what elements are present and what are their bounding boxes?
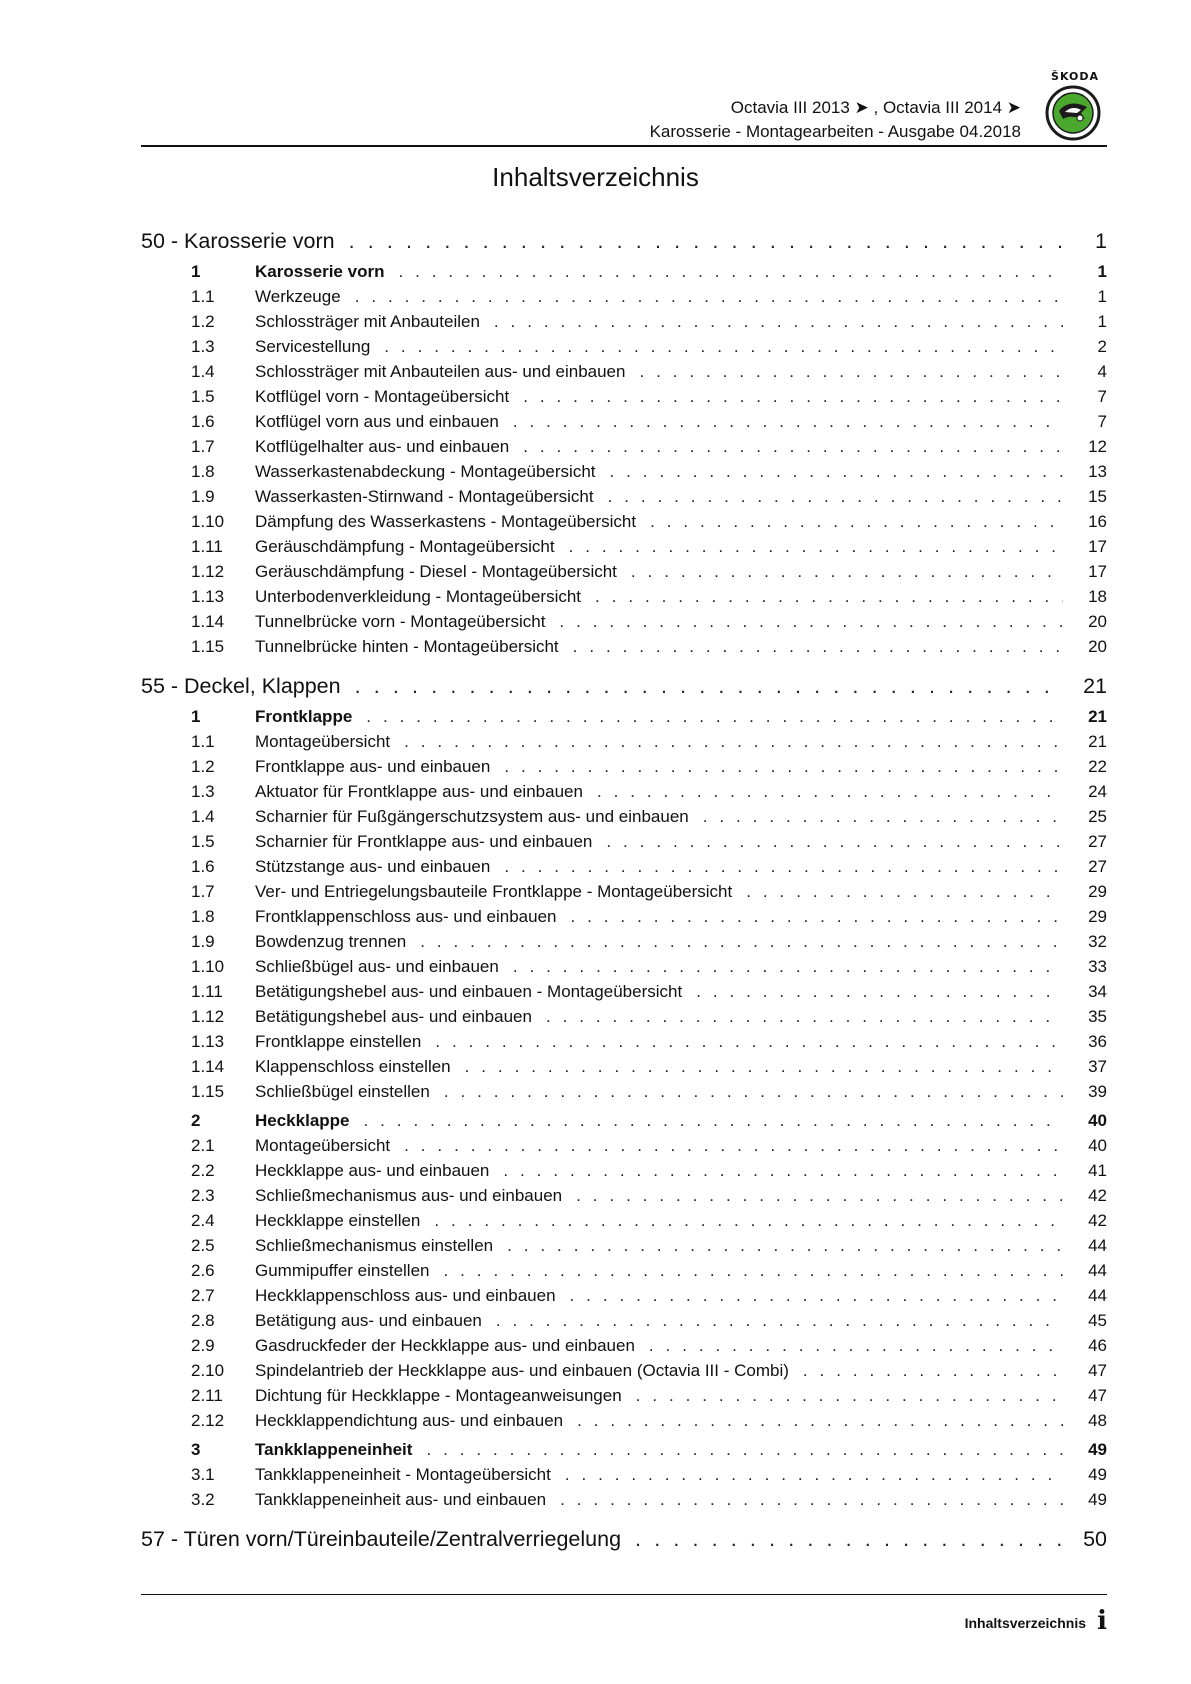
toc-entry-number: 2.10 <box>191 1361 225 1380</box>
toc-entry[interactable] <box>141 879 1107 904</box>
page-number: 34 <box>1088 982 1107 1001</box>
toc-entry-number: 2.7 <box>191 1286 215 1305</box>
toc-entry-label: Betätigungshebel aus- und einbauen <box>255 1007 532 1026</box>
dot-leader <box>570 904 1063 929</box>
page-number: 16 <box>1088 512 1107 531</box>
page-number: 29 <box>1088 907 1107 926</box>
toc-entry[interactable] <box>141 729 1107 754</box>
toc-entry[interactable] <box>141 929 1107 954</box>
toc-entry-number: 1.12 <box>191 562 225 581</box>
dot-leader <box>523 384 1063 409</box>
page-number: 49 <box>1088 1440 1107 1459</box>
toc-entry[interactable] <box>141 829 1107 854</box>
header-subtitle: Karosserie - Montagearbeiten - Ausgabe 04.2018 <box>649 122 1021 141</box>
toc-entry-label: Schlossträger mit Anbauteilen <box>255 312 480 331</box>
page-number: 36 <box>1088 1032 1107 1051</box>
toc-entry-label: Frontklappe einstellen <box>255 1032 422 1051</box>
toc-entry[interactable] <box>141 459 1107 484</box>
toc-entry[interactable] <box>141 979 1107 1004</box>
toc-entry-number: 1.10 <box>191 957 225 976</box>
page-number: 35 <box>1088 1007 1107 1026</box>
toc-entry[interactable] <box>141 1408 1107 1433</box>
toc-section[interactable] <box>141 1437 1107 1462</box>
page-number: 46 <box>1088 1336 1107 1355</box>
toc-entry-number: 1.5 <box>191 832 215 851</box>
page-number: 2 <box>1097 337 1107 356</box>
page-number: 37 <box>1088 1057 1107 1076</box>
toc-section-label: Frontklappe <box>255 707 353 726</box>
toc-entry-label: Tunnelbrücke vorn - Montageübersicht <box>255 612 546 631</box>
toc-section[interactable] <box>141 259 1107 284</box>
dot-leader <box>576 1183 1063 1208</box>
page-number: 50 <box>1083 1527 1107 1551</box>
toc-entry-number: 1.15 <box>191 637 225 656</box>
toc-entry-number: 1.7 <box>191 437 215 456</box>
page-number: 49 <box>1088 1465 1107 1484</box>
toc-entry-number: 1.15 <box>191 1082 225 1101</box>
page-number: 47 <box>1088 1361 1107 1380</box>
toc-entry-number: 2.5 <box>191 1236 215 1255</box>
toc-entry-number: 2.3 <box>191 1186 215 1205</box>
dot-leader <box>420 929 1063 954</box>
chapter-number: 57 <box>141 1527 165 1551</box>
chapter-title <box>141 228 335 255</box>
dot-leader <box>649 1333 1063 1358</box>
toc-entry-label: Bowdenzug trennen <box>255 932 407 951</box>
toc-entry[interactable] <box>141 1004 1107 1029</box>
toc-entry-label: Stützstange aus- und einbauen <box>255 857 491 876</box>
page-number: 27 <box>1088 857 1107 876</box>
toc-entry-label: Schließbügel einstellen <box>255 1082 430 1101</box>
page-number: 13 <box>1088 462 1107 481</box>
dot-leader <box>546 1004 1063 1029</box>
toc-entry-label: Wasserkasten-Stirnwand - Montageübersicht <box>255 487 594 506</box>
dot-leader <box>444 1258 1064 1283</box>
page-number: 12 <box>1088 437 1107 456</box>
toc-entry[interactable] <box>141 954 1107 979</box>
toc-section-label: Karosserie vorn <box>255 262 385 281</box>
page-number: 17 <box>1088 537 1107 556</box>
dot-leader <box>570 1283 1063 1308</box>
page-number: 17 <box>1088 562 1107 581</box>
toc-entry-label: Unterbodenverkleidung - Montageübersicht <box>255 587 582 606</box>
footer-rule <box>141 1594 1107 1595</box>
toc-section-number: 1 <box>191 262 201 281</box>
toc-entry[interactable] <box>141 1487 1107 1512</box>
page-number: 1 <box>1097 262 1107 281</box>
toc-entry-number: 2.12 <box>191 1411 225 1430</box>
page-number: 49 <box>1088 1490 1107 1509</box>
chapter-separator: - <box>164 229 185 253</box>
dot-leader <box>507 1233 1063 1258</box>
dot-leader <box>631 559 1063 584</box>
toc-entry[interactable] <box>141 1029 1107 1054</box>
chapter-separator: - <box>164 1527 184 1551</box>
page-header <box>141 68 1107 144</box>
toc-entry-number: 1.2 <box>191 757 215 776</box>
toc-entry-label: Heckklappendichtung aus- und einbauen <box>255 1411 564 1430</box>
chapter-label: Deckel, Klappen <box>184 674 341 698</box>
chapter-number: 55 <box>141 674 165 698</box>
chapter-number: 50 <box>141 229 165 253</box>
toc-entry-number: 2.9 <box>191 1336 215 1355</box>
toc-entry-label: Aktuator für Frontklappe aus- und einbauen <box>255 782 583 801</box>
page-number: 32 <box>1088 932 1107 951</box>
page-number: 29 <box>1088 882 1107 901</box>
toc-entry-label: Geräuschdämpfung - Montageübersicht <box>255 537 555 556</box>
toc-entry-number: 1.5 <box>191 387 215 406</box>
toc-entry[interactable] <box>141 334 1107 359</box>
dot-leader <box>746 879 1063 904</box>
toc-entry-label: Werkzeuge <box>255 287 341 306</box>
page-number: 1 <box>1097 287 1107 306</box>
dot-leader <box>606 829 1063 854</box>
page-number: 41 <box>1088 1161 1107 1180</box>
dot-leader <box>366 704 1063 729</box>
page-number: 42 <box>1088 1186 1107 1205</box>
toc-entry-number: 1.13 <box>191 1032 225 1051</box>
page-number: 39 <box>1088 1082 1107 1101</box>
toc-chapter[interactable] <box>141 228 1107 255</box>
dot-leader <box>513 409 1063 434</box>
page-title: Inhaltsverzeichnis <box>492 162 699 192</box>
toc-entry-label: Tunnelbrücke hinten - Montageübersicht <box>255 637 559 656</box>
toc-entry-number: 1.12 <box>191 1007 225 1026</box>
dot-leader <box>504 754 1063 779</box>
toc-entry[interactable] <box>141 534 1107 559</box>
toc-entry-label: Ver- und Entriegelungsbauteile Frontklappe - Montageübersicht <box>255 882 733 901</box>
toc-entry[interactable] <box>141 1283 1107 1308</box>
page-number: 40 <box>1088 1136 1107 1155</box>
chapter-title <box>141 1526 621 1553</box>
toc-entry-label: Montageübersicht <box>255 732 391 751</box>
toc-entry-number: 1.2 <box>191 312 215 331</box>
toc-entry-number: 1.11 <box>191 537 223 556</box>
toc-entry-number: 2.2 <box>191 1161 215 1180</box>
page-number: 21 <box>1088 732 1107 751</box>
toc-entry-label: Frontklappe aus- und einbauen <box>255 757 491 776</box>
toc-chapter[interactable] <box>141 673 1107 700</box>
toc-entry[interactable] <box>141 484 1107 509</box>
toc-entry-number: 2.8 <box>191 1311 215 1330</box>
toc-section-number: 3 <box>191 1440 201 1459</box>
dot-leader <box>404 1133 1063 1158</box>
toc-entry-number: 1.13 <box>191 587 225 606</box>
toc-entry-label: Kotflügel vorn aus und einbauen <box>255 412 499 431</box>
dot-leader <box>610 459 1064 484</box>
chapter-label: Karosserie vorn <box>184 229 335 253</box>
toc-entry[interactable] <box>141 779 1107 804</box>
toc-entry[interactable] <box>141 384 1107 409</box>
chapter-label: Türen vorn/Türeinbauteile/Zentralverriegelung <box>183 1527 622 1551</box>
toc-entry-label: Dichtung für Heckklappe - Montageanweisungen <box>255 1386 622 1405</box>
dot-leader <box>696 979 1063 1004</box>
toc-entry[interactable] <box>141 754 1107 779</box>
toc-entry[interactable] <box>141 434 1107 459</box>
toc-entry-label: Wasserkastenabdeckung - Montageübersicht <box>255 462 596 481</box>
dot-leader <box>513 954 1063 979</box>
page-number: 18 <box>1088 587 1107 606</box>
dot-leader <box>355 673 1063 700</box>
dot-leader <box>404 729 1063 754</box>
toc-entry-number: 3.2 <box>191 1490 215 1509</box>
toc-entry-label: Gasdruckfeder der Heckklappe aus- und einbauen <box>255 1336 635 1355</box>
toc-section[interactable] <box>141 1108 1107 1133</box>
toc-entry[interactable] <box>141 1079 1107 1104</box>
toc-entry-number: 1.7 <box>191 882 215 901</box>
page-number: 1 <box>1095 229 1107 253</box>
dot-leader <box>803 1358 1063 1383</box>
page-number: 21 <box>1083 674 1107 698</box>
dot-leader <box>639 359 1063 384</box>
skoda-logo-icon <box>1045 85 1101 141</box>
page-number: 15 <box>1088 487 1107 506</box>
dot-leader <box>565 1462 1063 1487</box>
toc-entry-label: Tankklappeneinheit - Montageübersicht <box>255 1465 551 1484</box>
dot-leader <box>426 1437 1063 1462</box>
toc-entry-number: 3.1 <box>191 1465 215 1484</box>
toc-entry-number: 1.1 <box>191 287 215 306</box>
dot-leader <box>444 1079 1063 1104</box>
toc-entry-number: 2.1 <box>191 1136 215 1155</box>
page-number: 27 <box>1088 832 1107 851</box>
toc-entry-label: Schließmechanismus aus- und einbauen <box>255 1186 563 1205</box>
dot-leader <box>503 1158 1063 1183</box>
page-number: 40 <box>1088 1111 1107 1130</box>
toc-entry-label: Kotflügelhalter aus- und einbauen <box>255 437 510 456</box>
toc-chapter[interactable] <box>141 1526 1107 1553</box>
toc-entry-number: 1.10 <box>191 512 225 531</box>
page-number: 1 <box>1097 312 1107 331</box>
page-number: 44 <box>1088 1236 1107 1255</box>
dot-leader <box>703 804 1063 829</box>
toc-entry-number: 1.4 <box>191 807 215 826</box>
dot-leader <box>636 1383 1063 1408</box>
toc-entry[interactable] <box>141 1383 1107 1408</box>
page-number: 25 <box>1088 807 1107 826</box>
dot-leader <box>650 509 1063 534</box>
dot-leader <box>435 1029 1063 1054</box>
toc-entry[interactable] <box>141 1462 1107 1487</box>
page-number: 21 <box>1088 707 1107 726</box>
toc-section-number: 2 <box>191 1111 201 1130</box>
toc-entry[interactable] <box>141 904 1107 929</box>
toc-entry-number: 1.8 <box>191 462 215 481</box>
footer-label: Inhaltsverzeichnis <box>964 1615 1086 1631</box>
toc-entry-label: Klappenschloss einstellen <box>255 1057 451 1076</box>
dot-leader <box>597 779 1063 804</box>
header-models: Octavia III 2013 ➤ , Octavia III 2014 ➤ <box>730 98 1021 117</box>
page-number: 20 <box>1088 637 1107 656</box>
chapter-title <box>141 673 341 700</box>
toc-entry[interactable] <box>141 634 1107 659</box>
toc-entry-label: Montageübersicht <box>255 1136 391 1155</box>
dot-leader <box>384 334 1063 359</box>
toc-entry-label: Dämpfung des Wasserkastens - Montageübersicht <box>255 512 637 531</box>
toc-entry[interactable] <box>141 284 1107 309</box>
toc-entry[interactable] <box>141 1233 1107 1258</box>
toc-entry-label: Schließmechanismus einstellen <box>255 1236 494 1255</box>
toc-entry[interactable] <box>141 1358 1107 1383</box>
toc-entry-number: 1.3 <box>191 782 215 801</box>
toc-entry[interactable] <box>141 1308 1107 1333</box>
toc-entry[interactable] <box>141 584 1107 609</box>
page-number: 45 <box>1088 1311 1107 1330</box>
toc-entry-number: 1.3 <box>191 337 215 356</box>
toc-entry-label: Schließbügel aus- und einbauen <box>255 957 499 976</box>
toc-entry[interactable] <box>141 609 1107 634</box>
toc-entry-number: 1.1 <box>191 732 215 751</box>
toc-entry-number: 1.9 <box>191 487 215 506</box>
page-number: 22 <box>1088 757 1107 776</box>
toc-entry[interactable] <box>141 804 1107 829</box>
toc-entry-label: Servicestellung <box>255 337 371 356</box>
toc-entry[interactable] <box>141 1208 1107 1233</box>
dot-leader <box>635 1526 1063 1553</box>
toc-entry[interactable] <box>141 509 1107 534</box>
dot-leader <box>434 1208 1063 1233</box>
toc-entry[interactable] <box>141 409 1107 434</box>
toc-entry-number: 1.6 <box>191 857 215 876</box>
toc-entry-number: 1.6 <box>191 412 215 431</box>
page-number: 7 <box>1097 387 1107 406</box>
toc-entry-number: 2.11 <box>191 1386 223 1405</box>
toc-entry-label: Heckklappe aus- und einbauen <box>255 1161 490 1180</box>
toc-section-number: 1 <box>191 707 201 726</box>
toc-entry-label: Geräuschdämpfung - Diesel - Montageübersicht <box>255 562 617 581</box>
dot-leader <box>398 259 1063 284</box>
toc-entry-label: Betätigung aus- und einbauen <box>255 1311 482 1330</box>
toc-entry-label: Gummipuffer einstellen <box>255 1261 430 1280</box>
page-number: 44 <box>1088 1286 1107 1305</box>
dot-leader <box>349 228 1063 255</box>
dot-leader <box>559 609 1063 634</box>
dot-leader <box>355 284 1063 309</box>
page-number: 48 <box>1088 1411 1107 1430</box>
toc-entry-number: 1.4 <box>191 362 215 381</box>
toc-entry-label: Spindelantrieb der Heckklappe aus- und einbauen (Octavia III - Combi) <box>255 1361 789 1380</box>
dot-leader <box>465 1054 1063 1079</box>
toc-entry-label: Frontklappenschloss aus- und einbauen <box>255 907 557 926</box>
toc-entry[interactable] <box>141 1258 1107 1283</box>
dot-leader <box>569 534 1063 559</box>
page-number: 33 <box>1088 957 1107 976</box>
toc-entry-label: Tankklappeneinheit aus- und einbauen <box>255 1490 547 1509</box>
toc-entry-number: 2.4 <box>191 1211 215 1230</box>
dot-leader <box>595 584 1063 609</box>
toc-entry-number: 1.9 <box>191 932 215 951</box>
dot-leader <box>573 634 1063 659</box>
toc-entry[interactable] <box>141 1133 1107 1158</box>
dot-leader <box>608 484 1063 509</box>
toc-entry-label: Kotflügel vorn - Montageübersicht <box>255 387 510 406</box>
toc-entry[interactable] <box>141 359 1107 384</box>
toc-entry-label: Heckklappenschloss aus- und einbauen <box>255 1286 556 1305</box>
page-number: 24 <box>1088 782 1107 801</box>
page-number: 47 <box>1088 1386 1107 1405</box>
toc-entry-number: 1.8 <box>191 907 215 926</box>
toc-entry-number: 1.11 <box>191 982 223 1001</box>
toc-entry[interactable] <box>141 309 1107 334</box>
toc-entry[interactable] <box>141 1158 1107 1183</box>
dot-leader <box>577 1408 1063 1433</box>
toc-entry[interactable] <box>141 1183 1107 1208</box>
toc-entry-label: Schlossträger mit Anbauteilen aus- und einbauen <box>255 362 626 381</box>
dot-leader <box>364 1108 1064 1133</box>
toc-entry-label: Scharnier für Fußgängerschutzsystem aus- und einbauen <box>255 807 689 826</box>
page-number: 42 <box>1088 1211 1107 1230</box>
dot-leader <box>496 1308 1063 1333</box>
header-rule <box>141 145 1107 147</box>
page-number: 20 <box>1088 612 1107 631</box>
toc-section-label: Heckklappe <box>255 1111 350 1130</box>
dot-leader <box>494 309 1063 334</box>
dot-leader <box>504 854 1063 879</box>
toc-section-label: Tankklappeneinheit <box>255 1440 413 1459</box>
toc-entry-label: Betätigungshebel aus- und einbauen - Montageübersicht <box>255 982 683 1001</box>
page-number: 7 <box>1097 412 1107 431</box>
toc-entry[interactable] <box>141 559 1107 584</box>
page-number: 4 <box>1097 362 1107 381</box>
table-of-contents <box>141 228 1107 1553</box>
toc-entry-number: 1.14 <box>191 1057 225 1076</box>
brand-wordmark: ŠKODA <box>1051 70 1099 83</box>
dot-leader <box>523 434 1063 459</box>
page-number: 44 <box>1088 1261 1107 1280</box>
toc-entry[interactable] <box>141 1333 1107 1358</box>
toc-entry[interactable] <box>141 854 1107 879</box>
toc-section[interactable] <box>141 704 1107 729</box>
chapter-separator: - <box>164 674 185 698</box>
footer-page-number: i <box>1097 1606 1107 1636</box>
toc-entry-label: Scharnier für Frontklappe aus- und einbauen <box>255 832 593 851</box>
toc-entry[interactable] <box>141 1054 1107 1079</box>
toc-entry-number: 2.6 <box>191 1261 215 1280</box>
toc-entry-label: Heckklappe einstellen <box>255 1211 421 1230</box>
toc-entry-number: 1.14 <box>191 612 225 631</box>
dot-leader <box>560 1487 1063 1512</box>
